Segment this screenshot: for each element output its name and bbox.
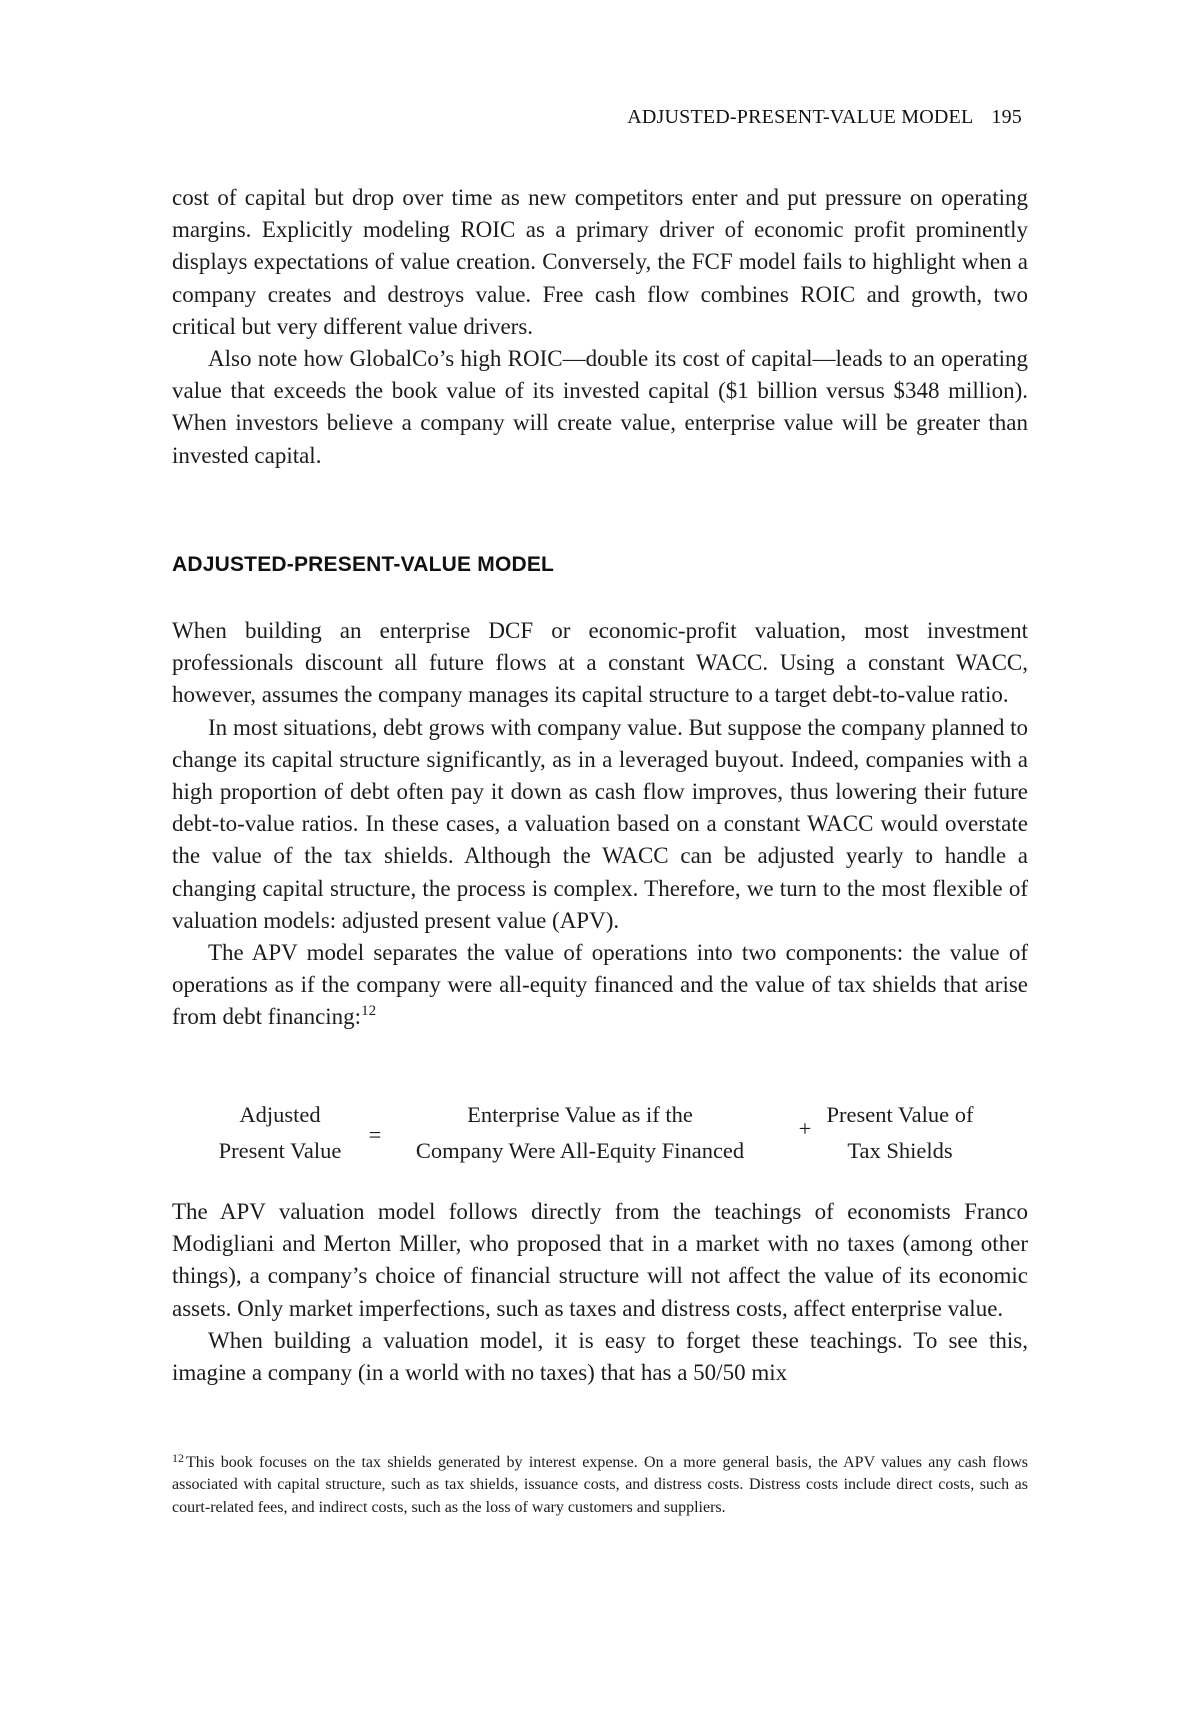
- equation-mid-line2: Company Were All-Equity Financed: [415, 1138, 745, 1163]
- plus-sign: +: [798, 1116, 812, 1141]
- equation-lhs: [180, 1097, 380, 1169]
- page-number: 195: [991, 106, 1022, 128]
- paragraph: cost of capital but drop over time as new competitors enter and put pressure on operating margins. Explicitly modeling ROIC as a primary driver of economic profit prominently displays expectations of value creation. Conversely, the FCF model fails to highlight when a company creates and destroys value. Free cash flow combines ROIC and growth, two critical but very different value drivers.: [172, 185, 1028, 339]
- footnote-marker: 12: [172, 1451, 184, 1465]
- footnote-reference[interactable]: 12: [361, 1003, 377, 1020]
- equals-sign: =: [368, 1122, 382, 1147]
- paragraph-with-footnote-ref: [172, 937, 1028, 1034]
- equation-mid-line1: Enterprise Value as if the: [467, 1102, 693, 1127]
- running-header: [627, 106, 1022, 129]
- body-text-section: [172, 615, 1028, 1034]
- body-text-after: [172, 1196, 1028, 1389]
- body-text-top: [172, 182, 1028, 472]
- paragraph: In most situations, debt grows with company value. But suppose the company planned to change its capital structure significantly, as in a leveraged buyout. Indeed, companies with a high proportion of debt often pay it down as cash flow improves, thus lowering their future debt-to-value ratios. In these cases, a valuation based on a constant WACC would overstate the value of the tax shields. Although the WACC can be adjusted yearly to handle a changing capital structure, the process is complex. Therefore, we turn to the most flexible of valuation models: adjusted present value (APV).: [172, 714, 1028, 933]
- equation-lhs-line1: Adjusted: [239, 1102, 321, 1127]
- equation-middle-term: [370, 1097, 790, 1169]
- equation-rhs-line2: Tax Shields: [847, 1138, 953, 1163]
- equation-rhs-line1: Present Value of: [826, 1102, 974, 1127]
- paragraph: The APV valuation model follows directly from the teachings of economists Franco Modigliani and Merton Miller, who proposed that in a market with no taxes (among other things), a company’s choice of financial structure will not affect the value of its economic assets. Only market imperfections, such as taxes and distress costs, affect enterprise value.: [172, 1199, 1028, 1321]
- paragraph: When building an enterprise DCF or economic-profit valuation, most investment professionals discount all future flows at a constant WACC. Using a constant WACC, however, assumes the company manages its capital structure to a target debt-to-value ratio.: [172, 618, 1028, 708]
- equation-rhs: [800, 1097, 1000, 1169]
- paragraph: Also note how GlobalCo’s high ROIC—double its cost of capital—leads to an operating value that exceeds the book value of its invested capital ($1 billion versus $348 million). When investors believe a company will create value, enterprise value will be greater than invested capital.: [172, 346, 1028, 468]
- paragraph-text: The APV model separates the value of operations into two components: the value of operations as if the company were all-equity financed and the value of tax shields that arise from debt financing:: [172, 940, 1028, 1030]
- footnote-text: This book focuses on the tax shields generated by interest expense. On a more general basis, the APV values any cash flows associated with capital structure, such as tax shields, issuance costs, and distress costs. Distress costs include direct costs, such as court-related fees, and indirect costs, such as the loss of wary customers and suppliers.: [172, 1454, 1028, 1516]
- footnote: [172, 1447, 1028, 1519]
- apv-equation: [180, 1097, 1020, 1171]
- running-title: ADJUSTED-PRESENT-VALUE MODEL: [627, 106, 974, 128]
- equation-lhs-line2: Present Value: [218, 1138, 342, 1163]
- paragraph: When building a valuation model, it is easy to forget these teachings. To see this, imagine a company (in a world with no taxes) that has a 50/50 mix: [172, 1327, 1028, 1386]
- section-heading: ADJUSTED-PRESENT-VALUE MODEL: [172, 553, 555, 576]
